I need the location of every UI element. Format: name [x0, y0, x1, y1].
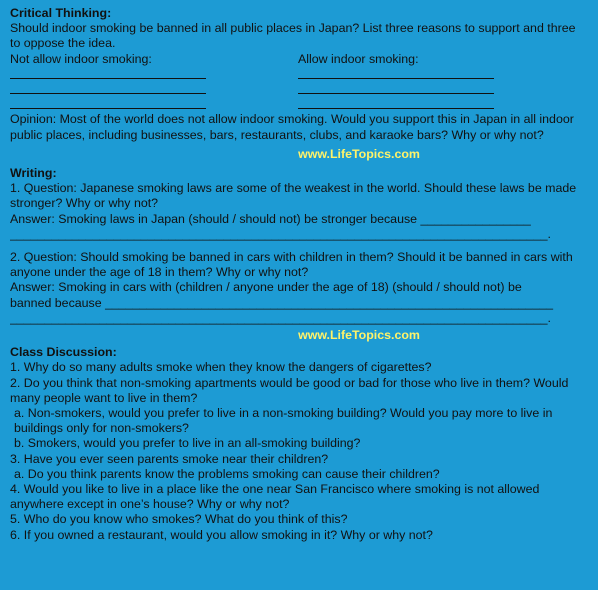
allow-label: Allow indoor smoking:: [298, 51, 419, 66]
critical-thinking-columns: [10, 52, 588, 113]
not-allow-column: [10, 52, 298, 113]
discussion-item: 6. If you owned a restaurant, would you allow smoking in it? Why or why not?: [10, 527, 433, 542]
allow-column: [298, 52, 586, 113]
discussion-item: a. Non-smokers, would you prefer to live in a non-smoking building? Would you pay more to live in buildings only for non-smokers?: [14, 406, 553, 436]
critical-thinking-heading: Critical Thinking:: [10, 6, 112, 20]
discussion-item: 4. Would you like to live in a place like the one near San Francisco where smoking is not allowed anywhere except in one’s house? Why or why not?: [10, 482, 540, 512]
discussion-item: a. Do you think parents know the problems smoking can cause their children?: [14, 466, 440, 481]
not-allow-blank-3[interactable]: [10, 97, 298, 112]
allow-blank-2[interactable]: [298, 82, 586, 97]
writing-answer-2-line-2: banned because _________________________________________________________________: [10, 295, 553, 310]
discussion-item: 5. Who do you know who smokes? What do you think of this?: [10, 512, 348, 527]
writing-answer-2-line-3: ______________________________________________________________________________.: [10, 310, 551, 325]
discussion-item: 3. Have you ever seen parents smoke near their children?: [10, 451, 329, 466]
critical-thinking-question: Should indoor smoking be banned in all public places in Japan? List three reasons to support and three to oppose the idea.: [10, 21, 576, 51]
writing-answer-1-line-2: ______________________________________________________________________________.: [10, 226, 551, 241]
writing-answer-2-line-1: Answer: Smoking in cars with (children / anyone under the age of 18) (should / should not) be: [10, 280, 522, 295]
not-allow-label: Not allow indoor smoking:: [10, 51, 152, 66]
not-allow-blank-2[interactable]: [10, 82, 298, 97]
discussion-item: b. Smokers, would you prefer to live in an all-smoking building?: [14, 436, 361, 451]
writing-question-1: 1. Question: Japanese smoking laws are some of the weakest in the world. Should these laws be made stronger? Why or why not?: [10, 181, 577, 211]
watermark-2: www.LifeTopics.com: [298, 328, 420, 343]
writing-heading: Writing:: [10, 165, 57, 180]
writing-answer-1-line-1: Answer: Smoking laws in Japan (should / should not) be stronger because ________________: [10, 211, 531, 226]
allow-blank-3[interactable]: [298, 97, 586, 112]
discussion-heading: Class Discussion:: [10, 345, 117, 360]
writing-question-2: 2. Question: Should smoking be banned in cars with children in them? Should it be banned in cars with anyone under the age of 18 in them? Why or why not?: [10, 250, 573, 280]
opinion-question: Opinion: Most of the world does not allow indoor smoking. Would you support this in Japan in all indoor public places, including businesses, bars, restaurants, clubs, and karaoke bars? Why or why not?: [10, 112, 574, 142]
discussion-item: 2. Do you think that non-smoking apartments would be good or bad for those who live in them? Would many people want to live in them?: [10, 375, 569, 405]
spacer: [10, 242, 588, 250]
allow-blank-1[interactable]: [298, 67, 586, 82]
discussion-item: 1. Why do so many adults smoke when they know the dangers of cigarettes?: [10, 360, 432, 375]
discussion-list: [10, 360, 588, 542]
not-allow-blank-1[interactable]: [10, 67, 298, 82]
watermark-1: www.LifeTopics.com: [298, 146, 420, 161]
